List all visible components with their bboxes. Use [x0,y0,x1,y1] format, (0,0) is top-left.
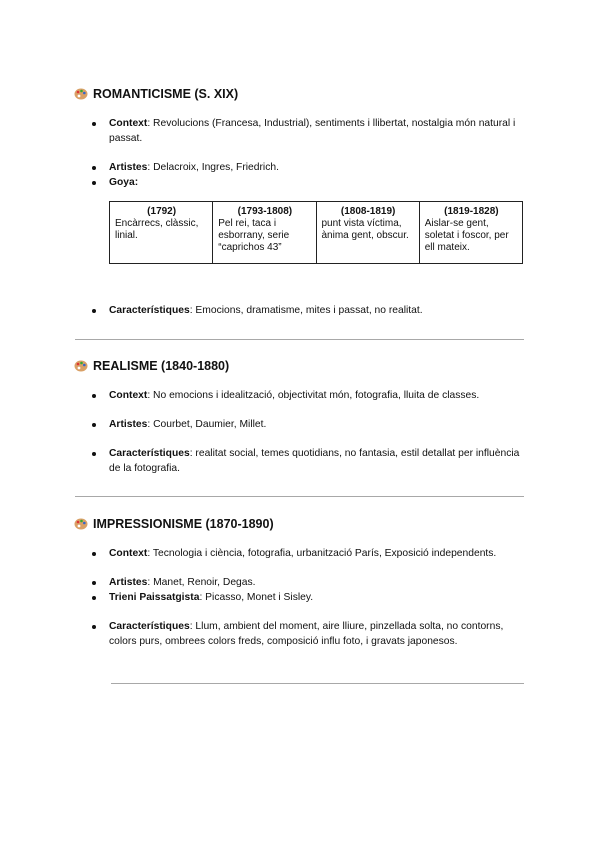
item-text: : Emocions, dramatisme, mites i passat, no realitat. [189,305,423,316]
item-text: : Picasso, Monet i Sisley. [199,592,314,603]
item-text: : Llum, ambient del moment, aire lliure, pinzellada solta, no contorns, colors purs, ombrees colors freds, composició influ foto, i gravats japonesos. [109,621,504,647]
list-item-caracteristiques [92,446,532,476]
period-label: (1792) [147,206,177,217]
item-label: Context [109,548,148,559]
section-title-text: ROMANTICISME (S. XIX) [93,87,239,101]
item-label: Context [109,390,148,401]
goya-periods-table [109,201,523,264]
table-cell [110,202,213,264]
table-row [110,202,523,264]
list-item-context [92,546,542,561]
period-text: Encàrrecs, clàssic, linial. [115,218,199,241]
item-text: : Revolucions (Francesa, Industrial), sentiments i llibertat, nostalgia món natural i passat. [109,118,516,144]
section-divider [75,339,524,340]
table-cell [213,202,316,264]
section-title-romanticisme [74,87,238,101]
period-label: (1819-1828) [444,206,499,217]
item-label: Característiques [109,621,190,632]
list-item-context [92,116,532,146]
list-item-artistes [92,160,532,175]
list-item-goya [92,175,532,190]
section-title-realisme [74,359,229,373]
list-item-caracteristiques [92,303,532,318]
palette-icon [74,88,88,100]
item-text: : No emocions i idealització, objectivitat món, fotografia, lluita de classes. [147,390,480,401]
list-item-context [92,388,532,403]
palette-icon [74,360,88,372]
item-label: Característiques [109,305,190,316]
item-label: Context [109,118,148,129]
list-item-trieni [92,590,532,605]
section-title-text: REALISME (1840-1880) [93,359,230,373]
item-label: Trieni Paissatgista [109,592,200,603]
section-title-impressionisme [74,517,274,531]
item-text: : realitat social, temes quotidians, no fantasia, estil detallat per influència de la fotografia. [109,448,520,474]
list-item-artistes [92,575,532,590]
period-label: (1793-1808) [237,206,293,217]
item-text: : Delacroix, Ingres, Friedrich. [147,162,279,173]
table-cell [419,202,522,264]
item-label: Artistes [109,162,148,173]
period-text: punt vista víctima, ànima gent, obscur. [321,218,409,241]
period-text: Aislar-se gent, soletat i foscor, per ell mateix. [424,218,509,253]
item-label: Goya: [109,177,139,188]
item-label: Artistes [109,577,148,588]
item-text: : Tecnologia i ciència, fotografia, urbanització París, Exposició independents. [147,548,497,559]
palette-icon [74,518,88,530]
period-text: Pel rei, taca i esborrany, serie “caprichos 43” [218,218,290,253]
item-label: Característiques [109,448,190,459]
item-text: : Manet, Renoir, Degas. [147,577,256,588]
period-label: (1808-1819) [340,206,396,217]
item-label: Artistes [109,419,148,430]
item-text: : Courbet, Daumier, Millet. [147,419,267,430]
table-cell [316,202,419,264]
list-item-artistes [92,417,532,432]
section-divider [75,496,524,497]
list-item-caracteristiques [92,619,517,649]
section-divider [111,683,524,684]
section-title-text: IMPRESSIONISME (1870-1890) [93,517,274,531]
